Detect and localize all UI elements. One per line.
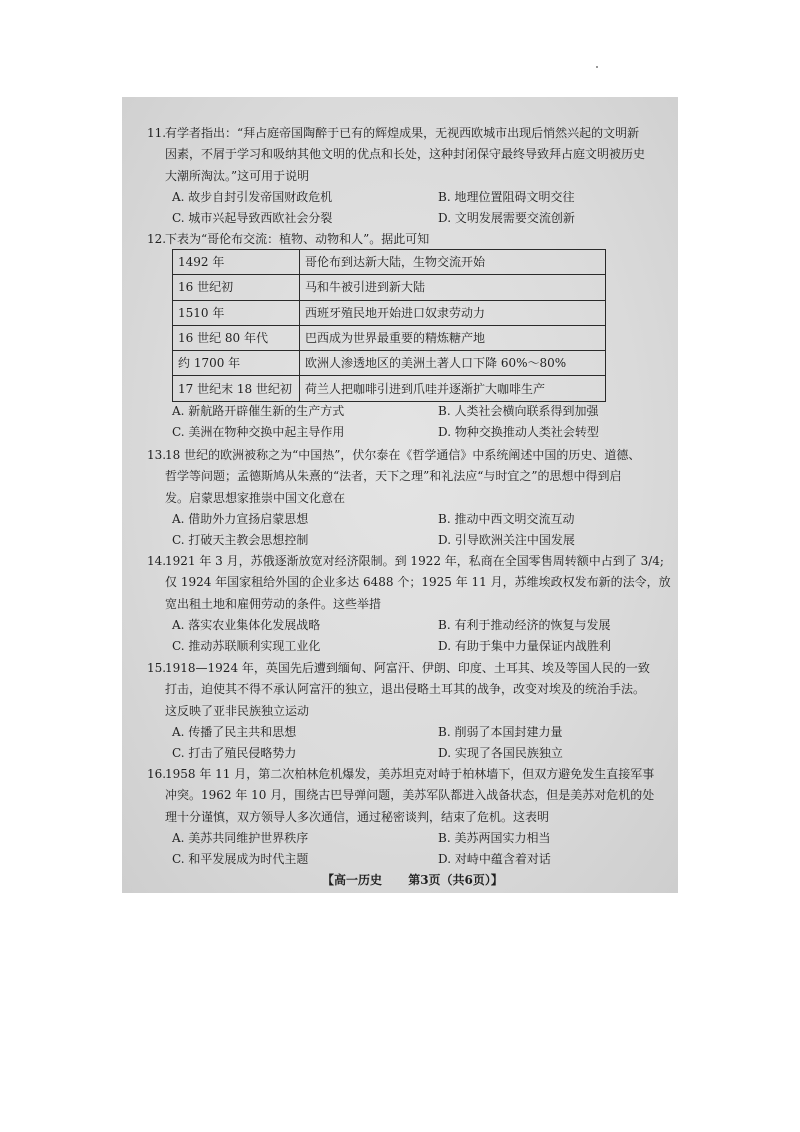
option-row <box>122 187 678 208</box>
option-c: C. 推动苏联顺利实现工业化 <box>172 639 321 654</box>
photo-speck <box>596 66 598 68</box>
option-b: B. 削弱了本国封建力量 <box>438 724 563 739</box>
table-row <box>173 300 606 325</box>
question-13 <box>122 445 678 551</box>
option-a: A. 新航路开辟催生新的生产方式 <box>172 404 345 418</box>
option-c: C. 打击了殖民侵略势力 <box>172 746 297 761</box>
option-c: C. 和平发展成为时代主题 <box>172 852 309 867</box>
question-stem-line <box>122 658 678 679</box>
option-row <box>122 530 678 551</box>
table-cell-time: 16 世纪 80 年代 <box>173 325 300 350</box>
question-stem-line: 宽出租土地和雇佣劳动的条件。这些举措 <box>165 596 382 611</box>
question-stem-line: 冲突。1962 年 10 月，围绕古巴导弹问题，美苏军队都进入战备状态，但是美苏对危机的处 <box>165 788 655 803</box>
option-b: B. 地理位置阻碍文明交往 <box>438 189 575 204</box>
option-d: D. 物种交换推动人类社会转型 <box>438 425 599 440</box>
option-a: A. 传播了民主共和思想 <box>172 724 297 739</box>
question-12-options <box>122 401 678 444</box>
question-number: 11. <box>147 126 167 140</box>
table-cell-event: 哥伦布到达新大陆，生物交流开始 <box>300 250 606 275</box>
question-stem-line: 哲学等问题；孟德斯鸠从朱熹的“法者，天下之理”和礼法应“与时宜之”的思想中得到启 <box>165 469 622 484</box>
table-row <box>173 376 606 401</box>
option-row <box>122 743 678 764</box>
option-c: C. 城市兴起导致西欧社会分裂 <box>172 211 333 226</box>
question-15 <box>122 658 678 764</box>
option-d: D. 引导欧洲关注中国发展 <box>438 533 575 548</box>
option-b: B. 有利于推动经济的恢复与发展 <box>438 617 611 632</box>
option-row <box>122 849 678 870</box>
question-stem-line: 这反映了亚非民族独立运动 <box>165 703 310 718</box>
option-a: A. 故步自封引发帝国财政危机 <box>172 189 333 204</box>
option-row <box>122 208 678 229</box>
option-row <box>122 636 678 657</box>
question-stem-line <box>122 445 678 466</box>
table-cell-time: 17 世纪末 18 世纪初 <box>173 376 300 401</box>
option-c: C. 打破天主教会思想控制 <box>172 533 309 548</box>
table-row <box>173 325 606 350</box>
table-cell-event: 西班牙殖民地开始进口奴隶劳动力 <box>300 300 606 325</box>
table-cell-time: 1510 年 <box>173 300 300 325</box>
table-cell-time: 1492 年 <box>173 250 300 275</box>
question-stem-line <box>122 764 678 785</box>
question-stem-line <box>122 551 678 572</box>
question-number: 15. <box>147 661 167 675</box>
question-stem-text: 1958 年 11 月，第二次柏林危机爆发，美苏坦克对峙于柏林墙下，但双方避免发生直接军事 <box>165 767 655 781</box>
question-stem-text: 下表为“哥伦布交流：植物、动物和人”。据此可知 <box>165 232 430 246</box>
question-stem-line: 仅 1924 年国家租给外国的企业多达 6488 个；1925 年 11 月，苏维埃政权发布新的法令，放 <box>165 575 671 590</box>
option-row <box>122 615 678 636</box>
table-cell-event: 欧洲人渗透地区的美洲土著人口下降 60%～80% <box>300 351 606 376</box>
option-a: A. 借助外力宣扬启蒙思想 <box>172 511 309 526</box>
question-stem-text: 有学者指出：“拜占庭帝国陶醉于已有的辉煌成果，无视西欧城市出现后悄然兴起的文明新 <box>165 126 640 140</box>
question-number: 13. <box>147 448 167 462</box>
question-stem-line <box>122 123 678 144</box>
option-a: A. 落实农业集体化发展战略 <box>172 617 321 632</box>
option-d: D. 对峙中蕴含着对话 <box>438 852 551 867</box>
question-stem-text: 1921 年 3 月，苏俄逐渐放宽对经济限制。到 1922 年，私商在全国零售周转额中占到了 3/4; <box>165 554 664 568</box>
option-d: D. 文明发展需要交流创新 <box>438 211 575 226</box>
table-cell-event: 马和牛被引进到新大陆 <box>300 275 606 300</box>
option-b: B. 推动中西文明交流互动 <box>438 511 575 526</box>
question-stem-line: 大潮所淘汰。”这可用于说明 <box>165 168 310 183</box>
question-14 <box>122 551 678 657</box>
question-stem-text: 18 世纪的欧洲被称之为“中国热”，伏尔泰在《哲学通信》中系统阐述中国的历史、道德、 <box>165 448 641 462</box>
table-cell-time: 约 1700 年 <box>173 351 300 376</box>
question-11 <box>122 123 678 229</box>
option-row <box>122 722 678 743</box>
option-d: D. 有助于集中力量保证内战胜利 <box>438 639 611 654</box>
question-stem-text: 1918—1924 年，英国先后遭到缅甸、阿富汗、伊朗、印度、土耳其、埃及等国人民的一致 <box>165 661 650 675</box>
option-row <box>122 422 678 443</box>
option-row <box>122 828 678 849</box>
exam-page <box>122 97 678 893</box>
option-d: D. 实现了各国民族独立 <box>438 746 563 761</box>
table-cell-event: 巴西成为世界最重要的精炼糖产地 <box>300 325 606 350</box>
question-number: 16. <box>147 767 167 781</box>
table-row <box>173 250 606 275</box>
question-16 <box>122 764 678 870</box>
option-b: B. 人类社会横向联系得到加强 <box>438 404 599 418</box>
question-12 <box>122 229 678 250</box>
columbian-exchange-table <box>172 249 606 402</box>
table-row <box>173 351 606 376</box>
question-number: 12. <box>147 232 167 246</box>
option-c: C. 美洲在物种交换中起主导作用 <box>172 425 345 440</box>
question-stem-line: 发。启蒙思想家推崇中国文化意在 <box>165 490 346 505</box>
question-stem-line: 理十分谨慎，双方领导人多次通信，通过秘密谈判，结束了危机。这表明 <box>165 809 550 824</box>
option-b: B. 美苏两国实力相当 <box>438 830 551 845</box>
table-cell-event: 荷兰人把咖啡引进到爪哇并逐渐扩大咖啡生产 <box>300 376 606 401</box>
option-row <box>122 401 678 422</box>
footer-page-number: 第3页（共6页）】 <box>408 873 503 887</box>
question-stem-line: 打击，迫使其不得不承认阿富汗的独立，退出侵略土耳其的战争，改变对埃及的统治手法。 <box>165 682 646 697</box>
option-a: A. 美苏共同维护世界秩序 <box>172 830 309 845</box>
events-table <box>172 249 606 402</box>
page-footer <box>322 870 503 891</box>
option-row <box>122 509 678 530</box>
question-number: 14. <box>147 554 167 568</box>
question-stem-line: 因素，不屑于学习和吸纳其他文明的优点和长处，这种封闭保守最终导致拜占庭文明被历史 <box>165 147 646 162</box>
question-stem-line <box>122 229 678 250</box>
footer-subject: 【高一历史 <box>322 873 383 887</box>
table-row <box>173 275 606 300</box>
table-cell-time: 16 世纪初 <box>173 275 300 300</box>
